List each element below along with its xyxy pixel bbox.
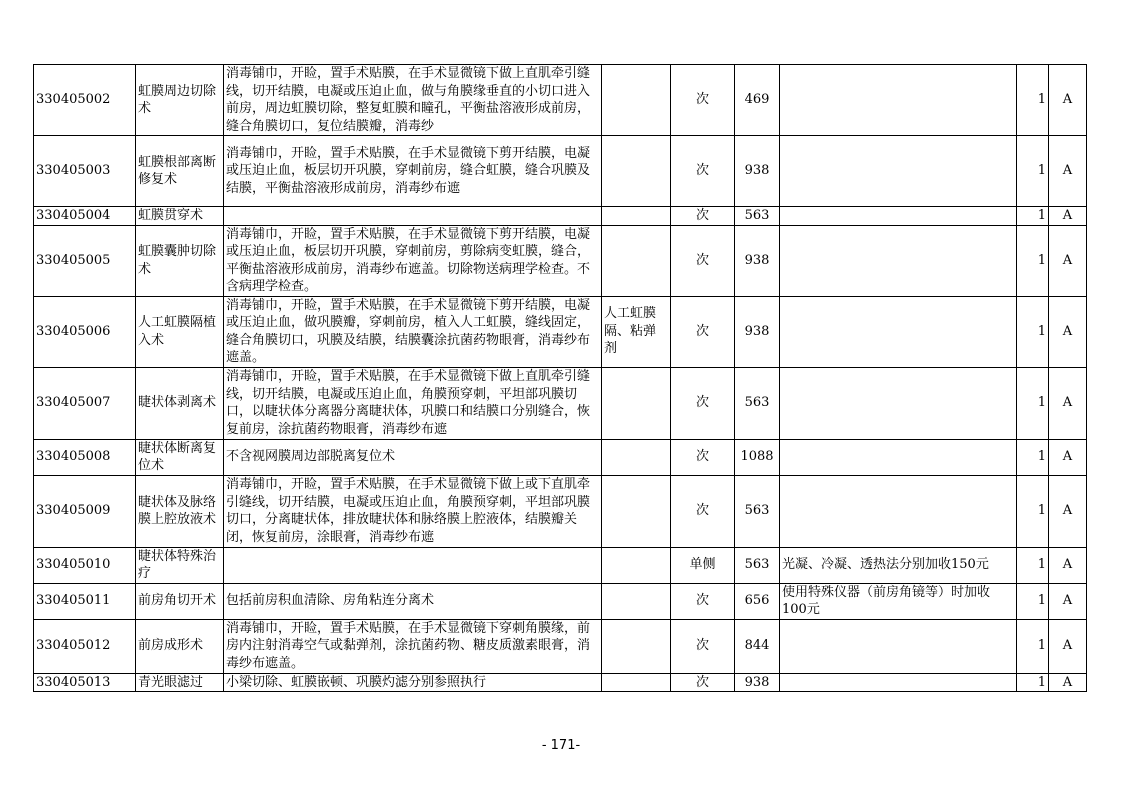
content-cell xyxy=(224,619,602,673)
content-cell xyxy=(224,296,602,367)
unit-cell: 次 xyxy=(671,439,735,475)
table-row xyxy=(34,296,1087,367)
code-cell: 330405012 xyxy=(34,619,136,673)
note-cell xyxy=(780,619,1017,673)
category-cell: A xyxy=(1049,207,1087,226)
category-cell: A xyxy=(1049,547,1087,583)
name-cell: 青光眼滤过 xyxy=(136,673,224,692)
table-row xyxy=(34,673,1087,692)
exclude-cell xyxy=(602,583,671,619)
price-cell: 469 xyxy=(735,65,780,136)
content-cell xyxy=(224,439,602,475)
table-row xyxy=(34,65,1087,136)
unit-cell: 次 xyxy=(671,475,735,547)
unit-cell: 次 xyxy=(671,296,735,367)
table-row xyxy=(34,475,1087,547)
num-cell: 1 xyxy=(1017,136,1049,207)
code-cell: 330405010 xyxy=(34,547,136,583)
exclude-cell xyxy=(602,547,671,583)
fee-table xyxy=(33,64,1087,692)
exclude-cell xyxy=(602,475,671,547)
code-cell: 330405003 xyxy=(34,136,136,207)
content-cell xyxy=(224,673,602,692)
content-text: 消毒铺巾，开睑，置手术贴膜，在手术显微镜下做上直肌牵引缝线，切开结膜，电凝或压迫止血，角膜预穿刺，平坦部巩膜切口，以睫状体分离器分离睫状体，巩膜口和结膜口分别缝合，恢复前房，涂抗菌药物眼膏，消毒纱布遮 xyxy=(226,369,591,437)
content-text: 小梁切除、虹膜嵌顿、巩膜灼滤分别参照执行 xyxy=(226,674,487,690)
content-cell xyxy=(224,367,602,439)
note-cell xyxy=(780,673,1017,692)
table-row xyxy=(34,225,1087,296)
name-cell: 虹膜贯穿术 xyxy=(136,207,224,226)
exclude-cell xyxy=(602,207,671,226)
content-cell xyxy=(224,65,602,136)
note-cell xyxy=(780,439,1017,475)
content-text: 消毒铺巾，开睑，置手术贴膜，在手术显微镜下做上或下直肌牵引缝线，切开结膜，电凝或压迫止血，角膜预穿刺，平坦部巩膜切口，分离睫状体，排放睫状体和脉络膜上腔液体，结膜瓣关闭，恢复前房，涂眼膏，消毒纱布遮 xyxy=(226,477,591,545)
content-text: 消毒铺巾，开睑，置手术贴膜，在手术显微镜下剪开结膜，电凝或压迫止血，板层切开巩膜，穿刺前房，剪除病变虹膜，缝合，平衡盐溶液形成前房，消毒纱布遮盖。切除物送病理学检查。不含病理学检查。 xyxy=(226,226,591,294)
fee-table-body xyxy=(34,65,1087,692)
num-cell: 1 xyxy=(1017,367,1049,439)
exclude-cell xyxy=(602,65,671,136)
code-cell: 330405013 xyxy=(34,673,136,692)
note-cell: 光凝、冷凝、透热法分别加收150元 xyxy=(780,547,1017,583)
note-cell xyxy=(780,136,1017,207)
unit-cell: 次 xyxy=(671,225,735,296)
price-cell: 563 xyxy=(735,475,780,547)
content-text: 包括前房积血清除、房角粘连分离术 xyxy=(226,593,435,609)
exclude-cell xyxy=(602,619,671,673)
note-cell xyxy=(780,65,1017,136)
unit-cell: 次 xyxy=(671,65,735,136)
num-cell: 1 xyxy=(1017,547,1049,583)
category-cell: A xyxy=(1049,619,1087,673)
page-number: - 171- xyxy=(541,738,581,753)
content-text: 不含视网膜周边部脱离复位术 xyxy=(226,449,396,465)
table-row xyxy=(34,207,1087,226)
unit-cell: 次 xyxy=(671,583,735,619)
code-cell: 330405009 xyxy=(34,475,136,547)
note-cell xyxy=(780,475,1017,547)
price-cell: 938 xyxy=(735,136,780,207)
num-cell: 1 xyxy=(1017,296,1049,367)
price-cell: 844 xyxy=(735,619,780,673)
note-cell xyxy=(780,207,1017,226)
category-cell: A xyxy=(1049,65,1087,136)
exclude-cell xyxy=(602,439,671,475)
content-cell xyxy=(224,583,602,619)
content-text: 消毒铺巾，开睑，置手术贴膜，在手术显微镜下穿刺角膜缘，前房内注射消毒空气或黏弹剂，涂抗菌药物、糖皮质激素眼膏，消毒纱布遮盖。 xyxy=(226,620,591,671)
price-cell: 1088 xyxy=(735,439,780,475)
num-cell: 1 xyxy=(1017,207,1049,226)
name-cell: 睫状体剥离术 xyxy=(136,367,224,439)
table-row xyxy=(34,439,1087,475)
table-row xyxy=(34,367,1087,439)
exclude-cell xyxy=(602,136,671,207)
content-cell xyxy=(224,225,602,296)
category-cell: A xyxy=(1049,225,1087,296)
content-cell xyxy=(224,136,602,207)
unit-cell: 次 xyxy=(671,673,735,692)
content-text: 消毒铺巾，开睑，置手术贴膜，在手术显微镜下剪开结膜，电凝或压迫止血，做巩膜瓣，穿刺前房，植入人工虹膜，缝线固定，缝合角膜切口，巩膜及结膜，结膜囊涂抗菌药物眼膏，消毒纱布遮盖。 xyxy=(226,297,591,365)
category-cell: A xyxy=(1049,367,1087,439)
category-cell: A xyxy=(1049,136,1087,207)
name-cell: 虹膜根部离断修复术 xyxy=(136,136,224,207)
category-cell: A xyxy=(1049,296,1087,367)
content-cell xyxy=(224,207,602,226)
content-text: 消毒铺巾，开睑，置手术贴膜，在手术显微镜下做上直肌牵引缝线，切开结膜，电凝或压迫止血，做与角膜缘垂直的小切口进入前房，周边虹膜切除，整复虹膜和瞳孔，平衡盐溶液形成前房，缝合角膜切口，复位结膜瓣，消毒纱 xyxy=(226,66,591,134)
unit-cell: 次 xyxy=(671,207,735,226)
note-cell: 使用特殊仪器（前房角镜等）时加收100元 xyxy=(780,583,1017,619)
code-cell: 330405007 xyxy=(34,367,136,439)
exclude-cell xyxy=(602,367,671,439)
exclude-cell xyxy=(602,673,671,692)
content-cell xyxy=(224,475,602,547)
category-cell: A xyxy=(1049,673,1087,692)
code-cell: 330405006 xyxy=(34,296,136,367)
category-cell: A xyxy=(1049,439,1087,475)
note-cell xyxy=(780,296,1017,367)
price-cell: 656 xyxy=(735,583,780,619)
num-cell: 1 xyxy=(1017,65,1049,136)
num-cell: 1 xyxy=(1017,475,1049,547)
unit-cell: 次 xyxy=(671,367,735,439)
price-cell: 938 xyxy=(735,296,780,367)
code-cell: 330405005 xyxy=(34,225,136,296)
name-cell: 虹膜周边切除术 xyxy=(136,65,224,136)
exclude-cell: 人工虹膜隔、粘弹剂 xyxy=(602,296,671,367)
num-cell: 1 xyxy=(1017,225,1049,296)
code-cell: 330405008 xyxy=(34,439,136,475)
name-cell: 睫状体特殊治疗 xyxy=(136,547,224,583)
price-cell: 563 xyxy=(735,207,780,226)
code-cell: 330405004 xyxy=(34,207,136,226)
unit-cell: 次 xyxy=(671,619,735,673)
num-cell: 1 xyxy=(1017,583,1049,619)
name-cell: 虹膜囊肿切除术 xyxy=(136,225,224,296)
name-cell: 人工虹膜隔植入术 xyxy=(136,296,224,367)
num-cell: 1 xyxy=(1017,673,1049,692)
price-cell: 563 xyxy=(735,367,780,439)
content-cell xyxy=(224,547,602,583)
name-cell: 前房成形术 xyxy=(136,619,224,673)
price-cell: 938 xyxy=(735,673,780,692)
price-cell: 938 xyxy=(735,225,780,296)
table-row xyxy=(34,583,1087,619)
num-cell: 1 xyxy=(1017,439,1049,475)
name-cell: 睫状体断离复位术 xyxy=(136,439,224,475)
name-cell: 前房角切开术 xyxy=(136,583,224,619)
code-cell: 330405002 xyxy=(34,65,136,136)
price-cell: 563 xyxy=(735,547,780,583)
category-cell: A xyxy=(1049,475,1087,547)
content-text: 消毒铺巾，开睑，置手术贴膜，在手术显微镜下剪开结膜，电凝或压迫止血，板层切开巩膜，穿刺前房，缝合虹膜，缝合巩膜及结膜，平衡盐溶液形成前房，消毒纱布遮 xyxy=(226,145,591,196)
exclude-cell xyxy=(602,225,671,296)
table-row xyxy=(34,619,1087,673)
note-cell xyxy=(780,367,1017,439)
num-cell: 1 xyxy=(1017,619,1049,673)
category-cell: A xyxy=(1049,583,1087,619)
name-cell: 睫状体及脉络膜上腔放液术 xyxy=(136,475,224,547)
table-row xyxy=(34,547,1087,583)
code-cell: 330405011 xyxy=(34,583,136,619)
table-row xyxy=(34,136,1087,207)
unit-cell: 单侧 xyxy=(671,547,735,583)
note-cell xyxy=(780,225,1017,296)
unit-cell: 次 xyxy=(671,136,735,207)
